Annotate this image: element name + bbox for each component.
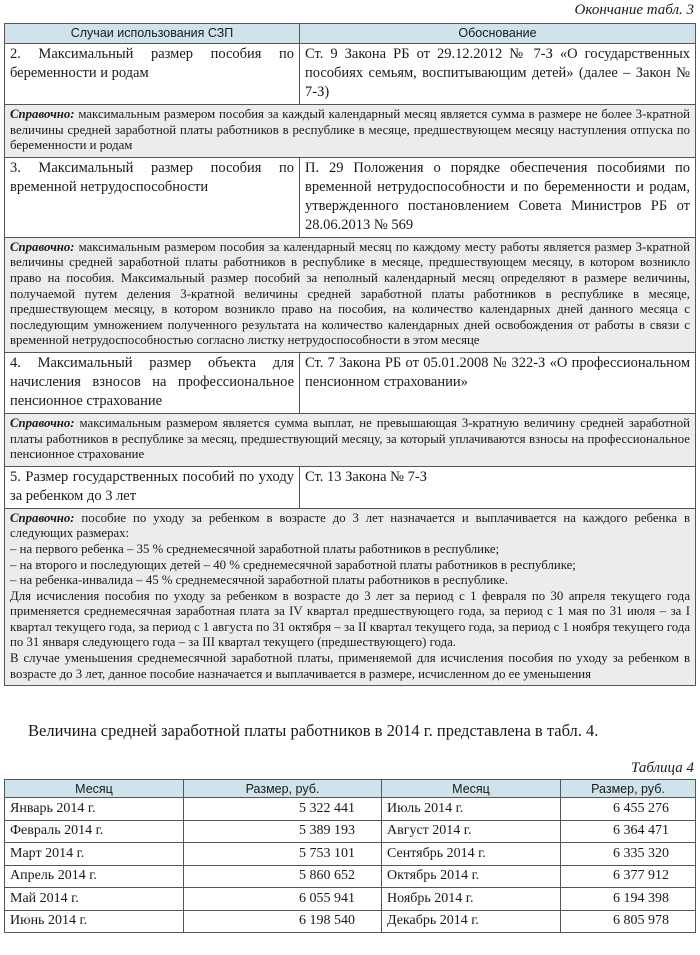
amount-cell: 6 198 540 [184,910,382,933]
basis-cell: Ст. 9 Закона РБ от 29.12.2012 № 7-З «О государственных пособиях семьям, воспитывающим детей» (далее – Закон № 7-З) [300,44,696,105]
note-label: Справочно: [10,510,75,525]
amount-cell: 5 389 193 [184,820,382,843]
note-text: максимальным размером является сумма выплат, не превышающая 3-кратную величину средней заработной платы работников в республике за месяц, предшествующий месяцу, за который уплачиваются взносы на профессиональное пенсионное страхование [10,415,690,462]
table3 [4,23,696,686]
note-text: максимальным размером пособия за календарный месяц по каждому месту работы является размер 3-кратной величины средней заработной платы работников в республике в месяце, предшествующем месяцу, в котором возникло право на пособия. Максимальный размер пособий за неполный календарный месяц определяют в размере величины, получаемой путем деления 3-кратной величины средней заработной платы работников в республике в месяце, предшествующем месяцу, в котором возникло право на пособия, на количество календарных дней данного месяца с последующим умножением полученного результата на количество календарных дней освобождения от работы в связи с временной нетрудоспособностью согласно листку нетрудоспособности в этом месяце [10,239,690,348]
month-cell: Ноябрь 2014 г. [382,888,561,911]
table-row [5,843,696,866]
reference-note [5,237,696,352]
table-row [5,910,696,933]
basis-cell: Ст. 7 Закона РБ от 05.01.2008 № 322-З «О профессиональном пенсионном страховании» [300,352,696,413]
amount-cell: 6 455 276 [561,798,696,821]
amount-cell: 6 377 912 [561,865,696,888]
month-cell: Май 2014 г. [5,888,184,911]
note-line: В случае уменьшения среднемесячной заработной платы, применяемой для исчисления пособия по уходу за ребенком в возрасте до 3 лет, данное пособие назначается и выплачивается в размере, исчисленном до ее уменьшения [10,651,690,681]
table4-header-cell: Размер, руб. [561,780,696,798]
case-cell: 5. Размер государственных пособий по уходу за ребенком до 3 лет [5,466,300,508]
table4-header [5,780,696,798]
table3-header [5,24,696,44]
note-line: – на ребенка-инвалида – 45 % среднемесячной заработной платы работников в республике. [10,573,509,588]
reference-note [5,508,696,686]
month-cell: Июнь 2014 г. [5,910,184,933]
table-row [5,352,696,413]
amount-cell: 6 364 471 [561,820,696,843]
month-cell: Март 2014 г. [5,843,184,866]
table-row [5,888,696,911]
table4 [4,779,696,933]
note-text: максимальным размером пособия за каждый календарный месяц является сумма в размере не более 3-кратной величины средней заработной платы работников в республике в месяце, предшествующем месяцу наступления отпуска по беременности и родам [10,107,690,153]
reference-note [5,105,696,158]
reference-note-row [5,237,696,352]
note-label: Справочно: [10,415,75,430]
note-first-line [10,511,690,542]
month-cell: Сентябрь 2014 г. [382,843,561,866]
reference-note-row [5,413,696,466]
table4-caption: Таблица 4 [631,760,694,776]
month-cell: Апрель 2014 г. [5,865,184,888]
table-row [5,44,696,105]
case-cell: 2. Максимальный размер пособия по беременности и родам [5,44,300,105]
table-row [5,820,696,843]
case-cell: 3. Максимальный размер пособия по временной нетрудоспособности [5,157,300,237]
table-row [5,157,696,237]
note-line: – на второго и последующих детей – 40 % среднемесячной заработной платы работников в республике; [10,557,576,572]
body-paragraph: Величина средней заработной платы работников в 2014 г. представлена в табл. 4. [28,721,599,740]
table3-header-cell: Обоснование [300,24,696,44]
amount-cell: 6 805 978 [561,910,696,933]
month-cell: Февраль 2014 г. [5,820,184,843]
reference-note-row [5,508,696,686]
table4-header-cell: Размер, руб. [184,780,382,798]
table-row [5,865,696,888]
amount-cell: 6 055 941 [184,888,382,911]
amount-cell: 5 860 652 [184,865,382,888]
month-cell: Январь 2014 г. [5,798,184,821]
note-label: Справочно: [10,107,75,121]
note-label: Справочно: [10,239,75,254]
table4-header-cell: Месяц [382,780,561,798]
table3-continuation-caption: Окончание табл. 3 [574,2,694,18]
note-text: пособие по уходу за ребенком в возрасте до 3 лет назначается и выплачивается на каждого ребенка в следующих размерах: [10,510,690,541]
month-cell: Октябрь 2014 г. [382,865,561,888]
month-cell: Июль 2014 г. [382,798,561,821]
note-line: Для исчисления пособия по уходу за ребенком в возрасте до 3 лет за период с 1 февраля по 30 апреля текущего года применяется среднемесячная заработная плата за IV квартал предшествующего года, за период с 1 мая по 31 июля – за I квартал текущего года, за период с 1 августа по 31 октября – за II квартал текущего года, за период с 1 ноября текущего года по 31 января следующего года – за III квартал текущего (предшествующего) года. [10,588,690,650]
amount-cell: 6 194 398 [561,888,696,911]
table4-header-cell: Месяц [5,780,184,798]
basis-cell: Ст. 13 Закона № 7-З [300,466,696,508]
month-cell: Декабрь 2014 г. [382,910,561,933]
amount-cell: 6 335 320 [561,843,696,866]
note-line: – на первого ребенка – 35 % среднемесячной заработной платы работников в республике; [10,541,500,556]
table-row [5,798,696,821]
case-cell: 4. Максимальный размер объекта для начисления взносов на профессиональное пенсионное страхование [5,352,300,413]
amount-cell: 5 322 441 [184,798,382,821]
table-row [5,466,696,508]
amount-cell: 5 753 101 [184,843,382,866]
reference-note [5,413,696,466]
table3-header-cell: Случаи использования СЗП [5,24,300,44]
basis-cell: П. 29 Положения о порядке обеспечения пособиями по временной нетрудоспособности и по беременности и родам, утвержденного постановлением Совета Министров РБ от 28.06.2013 № 569 [300,157,696,237]
reference-note-row [5,105,696,158]
month-cell: Август 2014 г. [382,820,561,843]
